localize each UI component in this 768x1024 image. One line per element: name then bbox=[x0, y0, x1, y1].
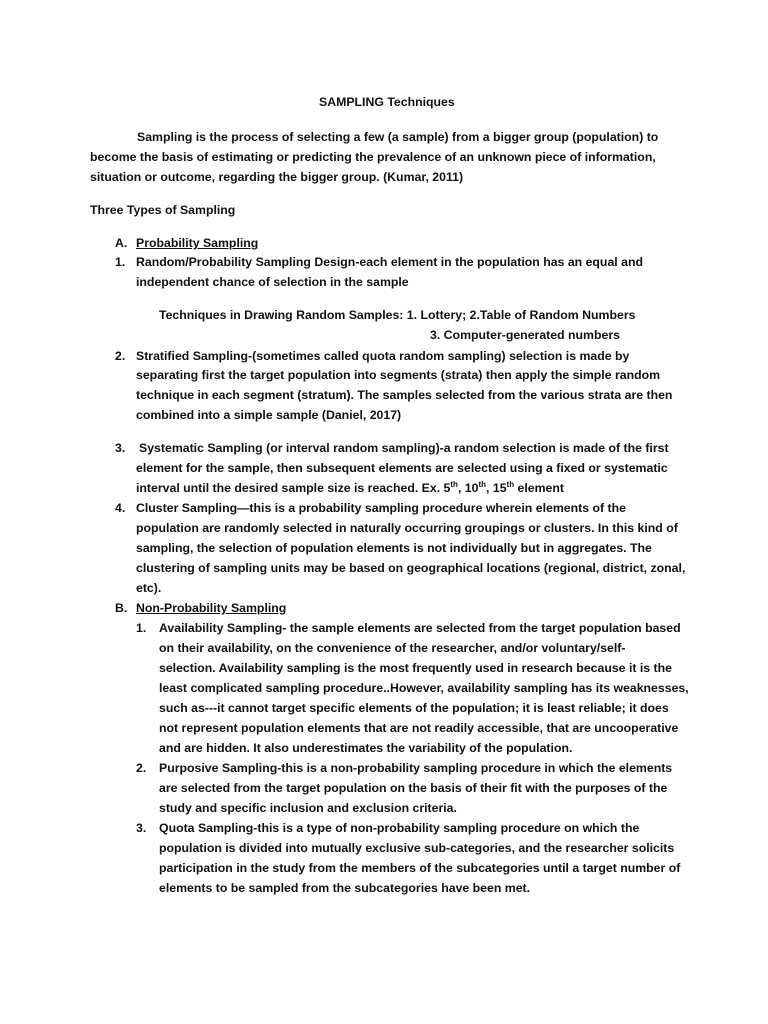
intro-line: Sampling is the process of selecting a few (a sample) from a bigger group (population) to bbox=[137, 130, 659, 144]
item-line: study and specific inclusion and exclusion criteria. bbox=[159, 801, 457, 815]
item-line: least complicated sampling procedure..However, availability sampling has its weaknesses, bbox=[159, 681, 689, 695]
item-line: clustering of sampling units may be based on geographical locations (regional, district, zonal, bbox=[136, 561, 686, 575]
item-line: Cluster Sampling—this is a probability sampling procedure wherein elements of the bbox=[136, 501, 626, 515]
text-run: , 10 bbox=[457, 481, 479, 495]
item-line: such as---it cannot target specific elements of the population; it is least reliable; it does bbox=[159, 701, 669, 715]
item-line: Systematic Sampling (or interval random sampling)-a random selection is made of the first bbox=[139, 441, 669, 455]
item-line: Techniques in Drawing Random Samples: 1. Lottery; 2.Table of Random Numbers bbox=[159, 308, 636, 322]
intro-line: situation or outcome, regarding the bigger group. (Kumar, 2011) bbox=[90, 170, 464, 184]
page-title: SAMPLING Techniques bbox=[319, 95, 455, 109]
item-line: not represent population elements that are not readily accessible, that are uncooperative bbox=[159, 721, 679, 735]
item-line: participation in the study from the members of the subcategories until a target number of bbox=[159, 861, 681, 875]
superscript: th bbox=[450, 479, 458, 489]
item-line: independent chance of selection in the sample bbox=[136, 275, 409, 289]
item-line: etc). bbox=[136, 581, 162, 595]
item-line: Purposive Sampling-this is a non-probability sampling procedure in which the elements bbox=[159, 761, 673, 775]
superscript: th bbox=[506, 479, 515, 489]
item-line: Stratified Sampling-(sometimes called quota random sampling) selection is made by bbox=[136, 349, 630, 363]
item-line: population are randomly selected in naturally occurring groupings or clusters. In this kind of bbox=[136, 521, 678, 535]
list-marker: 4. bbox=[115, 501, 126, 515]
item-line: technique in each segment (stratum). The samples selected from the various strata are then bbox=[136, 388, 673, 402]
item-line: Random/Probability Sampling Design-each element in the population has an equal and bbox=[136, 255, 643, 269]
list-marker: 1. bbox=[136, 621, 147, 635]
item-line bbox=[136, 478, 564, 498]
item-line: and are hidden. It also underestimates the variability of the population. bbox=[159, 741, 573, 755]
list-marker: 2. bbox=[136, 761, 147, 775]
item-line: 3. Computer-generated numbers bbox=[430, 328, 620, 342]
item-line: on their availability, on the convenience of the researcher, and/or voluntary/self- bbox=[159, 641, 626, 655]
item-line: elements to be sampled from the subcategories have been met. bbox=[159, 881, 531, 895]
text-run: interval until the desired sample size is reached. Ex. 5 bbox=[136, 481, 451, 495]
section-a-heading: Probability Sampling bbox=[136, 236, 259, 250]
item-line: Quota Sampling-this is a type of non-probability sampling procedure on which the bbox=[159, 821, 640, 835]
text-run: element bbox=[514, 481, 564, 495]
item-line: element for the sample, then subsequent elements are selected using a fixed or systematic bbox=[136, 461, 668, 475]
section-b-heading: Non-Probability Sampling bbox=[136, 601, 287, 615]
item-line: population is divided into mutually exclusive sub-categories, and the researcher solicits bbox=[159, 841, 675, 855]
item-line: are selected from the target population on the basis of their fit with the purposes of the bbox=[159, 781, 668, 795]
item-line: Availability Sampling- the sample elements are selected from the target population based bbox=[159, 621, 681, 635]
text-run: , 15 bbox=[486, 481, 507, 495]
superscript: th bbox=[478, 479, 487, 489]
list-marker: 1. bbox=[115, 255, 126, 269]
list-marker: 3. bbox=[115, 441, 126, 455]
item-line: selection. Availability sampling is the most frequently used in research because it is the bbox=[159, 661, 672, 675]
section-heading: Three Types of Sampling bbox=[90, 203, 236, 217]
intro-line: become the basis of estimating or predicting the prevalence of an unknown piece of information, bbox=[90, 150, 656, 164]
list-marker: 2. bbox=[115, 349, 126, 363]
item-line: separating first the target population into segments (strata) then apply the simple random bbox=[136, 368, 661, 382]
list-marker: A. bbox=[115, 236, 128, 250]
item-line: combined into a simple sample (Daniel, 2017) bbox=[136, 408, 402, 422]
item-line: sampling, the selection of population elements is not individually but in aggregates. The bbox=[136, 541, 652, 555]
list-marker: B. bbox=[115, 601, 128, 615]
list-marker: 3. bbox=[136, 821, 147, 835]
